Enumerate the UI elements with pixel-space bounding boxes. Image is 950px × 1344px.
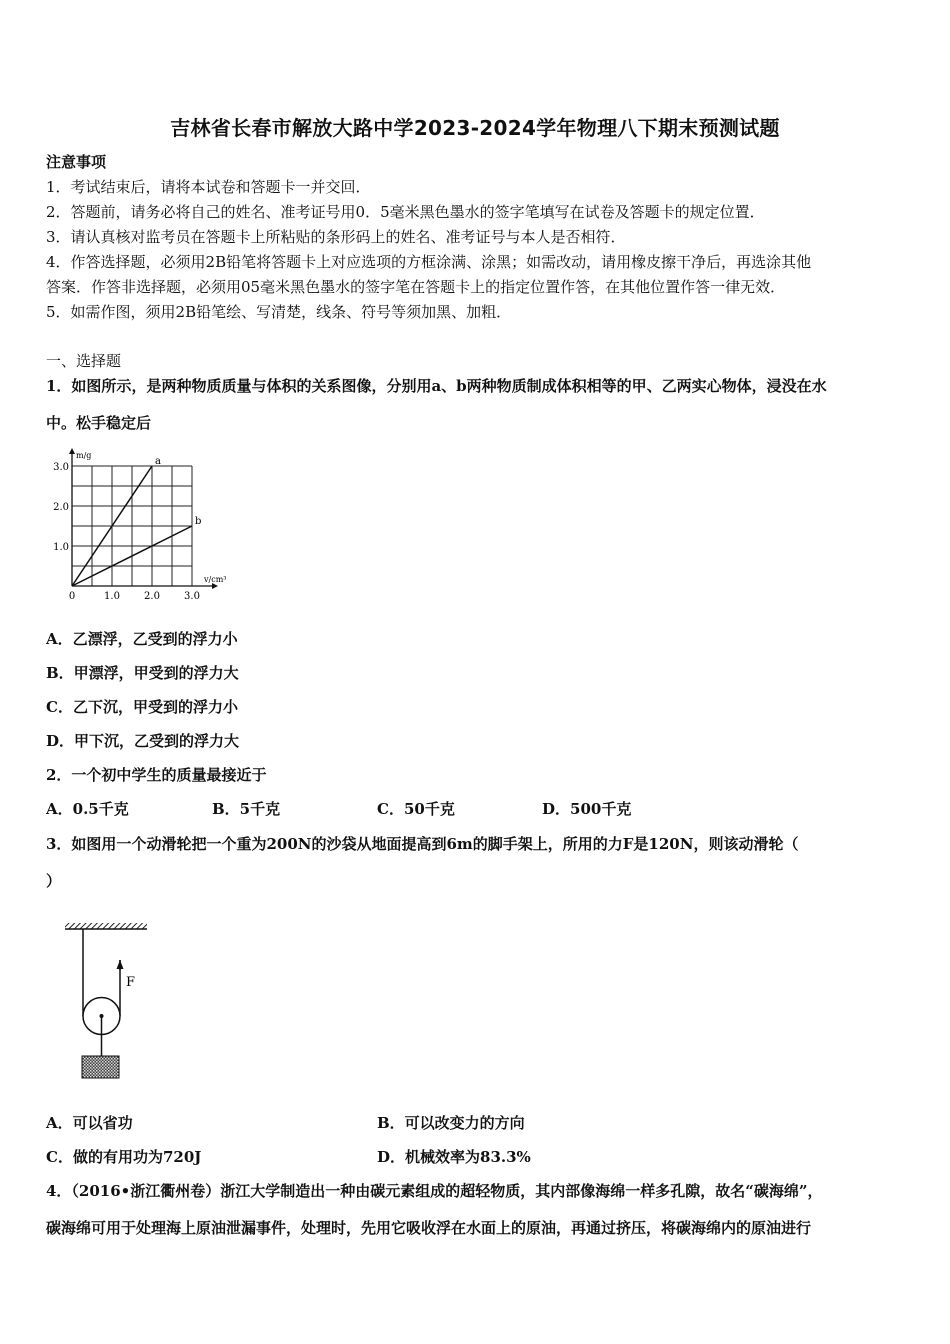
q1-stem: 1．如图所示，是两种物质质量与体积的关系图像，分别用a、b两种物质制成体积相等的甲、乙两实心物体，浸没在水 — [46, 377, 827, 395]
q1-stem-cont: 中。松手稳定后 — [46, 414, 152, 432]
y-tick-label: 1.0 — [53, 542, 69, 553]
q3-option-c: C．做的有用功为720J — [46, 1148, 202, 1166]
q1-option-a: A．乙漂浮，乙受到的浮力小 — [46, 630, 238, 648]
notice-item-3: 3．请认真核对监考员在答题卡上所粘贴的条形码上的姓名、准考证号与本人是否相符． — [46, 228, 626, 246]
notice-heading: 注意事项 — [46, 153, 107, 171]
y-axis-label: m/g — [76, 451, 92, 460]
q3-option-d: D．机械效率为83.3% — [377, 1148, 531, 1166]
q2-option-d: D．500千克 — [542, 800, 632, 818]
pulley-diagram — [60, 920, 160, 1085]
x-tick-label: 0 — [68, 591, 76, 602]
y-tick-label: 3.0 — [53, 462, 69, 473]
force-arrow — [117, 960, 124, 970]
q3-stem: 3．如图用一个动滑轮把一个重为200N的沙袋从地面提高到6m的脚手架上，所用的力F是120N，则该动滑轮（ — [46, 835, 799, 853]
q3-stem-cont: ） — [46, 872, 62, 890]
x-tick-label: 1.0 — [104, 591, 120, 602]
q1-option-b: B．甲漂浮，甲受到的浮力大 — [46, 664, 239, 682]
notice-item-4-cont: 答案．作答非选择题，必须用05毫米黑色墨水的签字笔在答题卡上的指定位置作答，在其他位置作答一律无效． — [46, 278, 786, 296]
ceiling-support — [65, 923, 147, 929]
q2-option-a: A．0.5千克 — [46, 800, 129, 818]
q1-option-d: D．甲下沉，乙受到的浮力大 — [46, 732, 240, 750]
y-axis-arrow — [69, 448, 75, 454]
section-heading: 一、选择题 — [46, 352, 122, 370]
q3-option-a: A．可以省功 — [46, 1114, 133, 1132]
y-tick-label: 2.0 — [53, 502, 69, 513]
notice-item-4: 4．作答选择题，必须用2B铅笔将答题卡上对应选项的方框涂满、涂黑；如需改动，请用橡皮擦干净后，再选涂其他 — [46, 253, 812, 271]
x-tick-label: 3.0 — [184, 591, 200, 602]
q1-option-c: C．乙下沉，甲受到的浮力小 — [46, 698, 238, 716]
mass-volume-chart — [40, 448, 240, 608]
x-tick-label: 2.0 — [144, 591, 160, 602]
notice-item-2: 2．答题前，请务必将自己的姓名、准考证号用0．5毫米黑色墨水的签字笔填写在试卷及答题卡的规定位置． — [46, 203, 765, 221]
q4-stem: 4．（2016•浙江衢州卷）浙江大学制造出一种由碳元素组成的超轻物质，其内部像海绵一样多孔隙，故名“碳海绵”， — [46, 1182, 823, 1200]
notice-item-1: 1．考试结束后，请将本试卷和答题卡一并交回． — [46, 178, 371, 196]
page-title: 吉林省长春市解放大路中学2023-2024学年物理八下期末预测试题 — [170, 116, 780, 140]
q2-option-b: B．5千克 — [212, 800, 281, 818]
notice-item-5: 5．如需作图，须用2B铅笔绘、写清楚，线条、符号等须加黑、加粗． — [46, 303, 512, 321]
sandbag — [82, 1056, 119, 1078]
series-label-b: b — [195, 516, 202, 527]
force-label: F — [126, 975, 136, 990]
x-axis-label: v/cm³ — [204, 575, 227, 584]
q3-option-b: B．可以改变力的方向 — [377, 1114, 525, 1132]
q4-stem-cont: 碳海绵可用于处理海上原油泄漏事件，处理时，先用它吸收浮在水面上的原油，再通过挤压，将碳海绵内的原油进行 — [46, 1219, 812, 1237]
q2-option-c: C．50千克 — [377, 800, 455, 818]
q2-stem: 2．一个初中学生的质量最接近于 — [46, 766, 267, 784]
series-label-a: a — [155, 456, 161, 467]
